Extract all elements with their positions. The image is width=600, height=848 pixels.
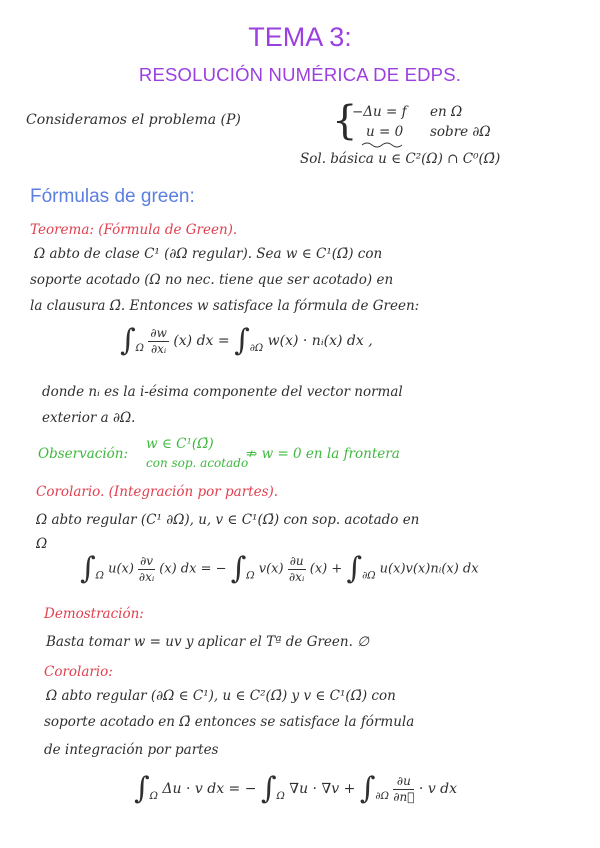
corollary-label: Corolario. (Integración por partes). (36, 484, 279, 500)
formula-text: (x) dx = (173, 333, 230, 349)
observation-text: w ∈ C¹(Ω̄) (146, 436, 214, 452)
observation-text: ⇏ w = 0 en la frontera (246, 446, 400, 462)
intro-eq1-rhs: en Ω (430, 104, 463, 120)
integral-symbol: ∫ (234, 323, 250, 358)
observation-text: con sop. acotado (146, 456, 249, 470)
page-subtitle: RESOLUCIÓN NUMÉRICA DE EDPS. (138, 64, 462, 85)
underline-squiggle (360, 141, 410, 149)
corollary-label: Corolario: (44, 664, 113, 680)
theorem-line: la clausura Ω̄. Entonces w satisface la fórmula de Green: (30, 298, 420, 314)
intro-eq2-rhs: sobre ∂Ω (430, 124, 491, 140)
theorem-line: Ω abto de clase C¹ (∂Ω regular). Sea w ∈ C¹(Ω̄) con (34, 246, 383, 262)
corollary-line: de integración por partes (44, 742, 219, 758)
green-second-formula: $\int_\Omega$ Δu · v dx = − $\int_\Omega$ $\nabla u \cdot \nabla v + \int_{\partial\Omega}$ $\frac{\partial u}{\partial n⃗}$ · v dx (134, 771, 458, 806)
theorem-line: exterior a ∂Ω. (42, 410, 136, 426)
section-heading: Fórmulas de green: (30, 186, 195, 207)
brace-symbol: { (332, 98, 358, 144)
corollary-line: soporte acotado en Ω̄ entonces se satisface la fórmula (44, 714, 415, 730)
integral-symbol: ∫ (134, 771, 150, 806)
observation-label: Observación: (38, 446, 129, 462)
integral-domain: ∂Ω (249, 343, 264, 354)
integral-symbol: ∫ (230, 551, 247, 586)
theorem-line: donde nᵢ es la i-ésima componente del vector normal (42, 384, 403, 400)
integral-symbol: ∫ (359, 771, 376, 806)
integral-symbol: ∫ (80, 551, 96, 586)
corollary-line: Ω (36, 536, 48, 552)
integral-symbol: ∫ (260, 771, 277, 806)
integration-by-parts-formula: $\int_\Omega$ u(x) $\frac{\partial v}{\text{∂xᵢ}}$ (x) dx = − $\int_\Omega$ v(x) $\frac{\partial u}{\text{∂xᵢ}}$ $(x) + \int_{\partial\Omega}$ u(x)v(x)nᵢ(x) dx (80, 551, 479, 586)
formula-text: w(x) · nᵢ(x) dx , (267, 333, 373, 349)
partial-fraction: $\frac{\partial w}{\text{∂xᵢ}}$ (150, 326, 167, 356)
proof-text: Basta tomar w = uv y aplicar el Tª de Green. ∅ (46, 634, 369, 650)
theorem-label: Teorema: (Fórmula de Green). (30, 222, 238, 238)
corollary-line: Ω abto regular (C¹ ∂Ω), u, v ∈ C¹(Ω̄) con sop. acotado en (36, 512, 420, 528)
integral-symbol: ∫ (346, 551, 363, 586)
integral-domain: Ω (135, 343, 144, 354)
intro-eq2-lhs: u = 0 (366, 124, 404, 140)
page-title: TEMA 3: (248, 22, 352, 52)
intro-eq1-lhs: −Δu = f (352, 104, 407, 120)
green-formula (120, 323, 373, 358)
intro-lead: Consideramos el problema (P) (26, 112, 241, 128)
theorem-line: soporte acotado (Ω no nec. tiene que ser acotado) en (30, 272, 394, 288)
integral-symbol: ∫ (120, 323, 136, 358)
corollary-line: Ω abto regular (∂Ω ∈ C¹), u ∈ C²(Ω̄) y v ∈ C¹(Ω̄) con (46, 688, 396, 704)
proof-label: Demostración: (44, 606, 144, 622)
intro-solution: Sol. básica u ∈ C²(Ω) ∩ C⁰(Ω̄) (300, 151, 501, 167)
